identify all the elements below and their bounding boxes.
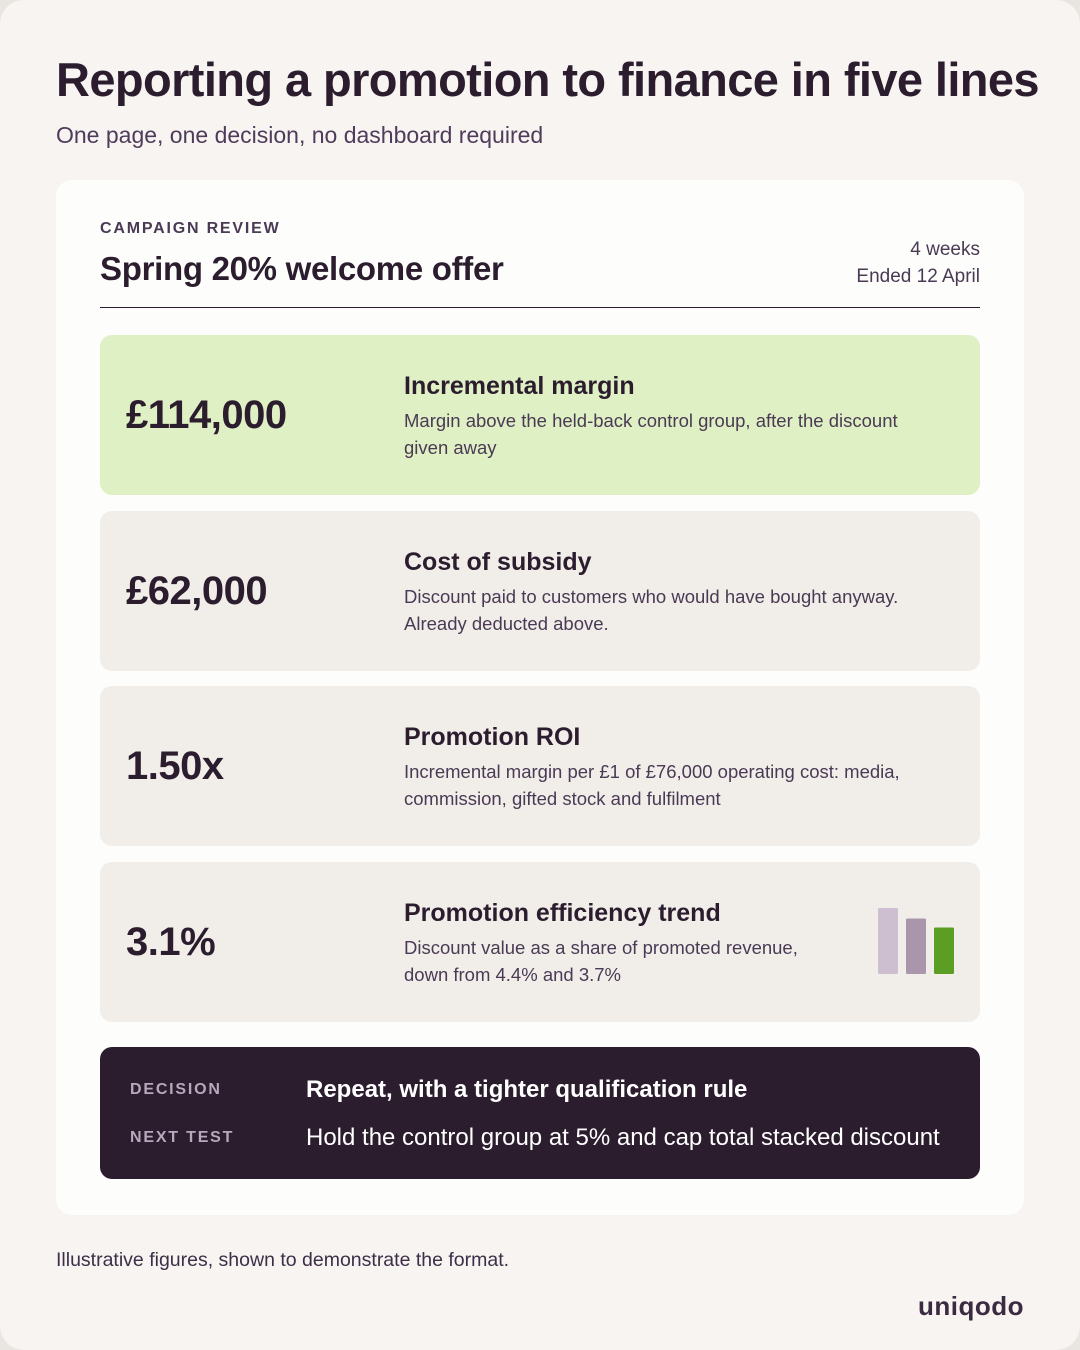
metric-description: Discount value as a share of promoted revenue, down from 4.4% and 3.7% <box>404 937 798 985</box>
metric-description: Discount paid to customers who would have bought anyway. Already deducted above. <box>404 586 899 634</box>
next-test-label: NEXT TEST <box>130 1129 235 1146</box>
metric-cost-of-subsidy <box>100 511 980 671</box>
metric-value: 1.50x <box>126 744 224 788</box>
metric-label: Promotion ROI <box>404 723 581 751</box>
page-title: Reporting a promotion to finance in five lines <box>56 53 1039 106</box>
metric-promotion-roi <box>100 686 980 846</box>
footnote: Illustrative figures, shown to demonstrate the format. <box>56 1249 510 1271</box>
metric-value: £114,000 <box>126 393 287 437</box>
decision-value: Repeat, with a tighter qualification rule <box>306 1076 748 1103</box>
trend-mini-chart <box>878 908 954 974</box>
campaign-end-date: Ended 12 April <box>856 266 980 287</box>
metric-label: Cost of subsidy <box>404 548 592 576</box>
page-subtitle: One page, one decision, no dashboard required <box>56 122 544 148</box>
metric-text <box>404 371 944 461</box>
trend-bar-2 <box>906 919 926 975</box>
metric-description: Incremental margin per £1 of £76,000 operating cost: media, commission, gifted stock and fulfilment <box>404 761 900 809</box>
metric-incremental-margin <box>100 335 980 495</box>
header-divider <box>100 307 980 308</box>
metric-text <box>404 547 944 637</box>
metric-label: Incremental margin <box>404 372 635 400</box>
brand-logo: uniqodo <box>917 1291 1024 1321</box>
next-test-value: Hold the control group at 5% and cap total stacked discount <box>306 1124 940 1151</box>
trend-bar-3 <box>934 928 954 975</box>
metric-label: Promotion efficiency trend <box>404 899 721 927</box>
decision-label: DECISION <box>130 1081 222 1098</box>
campaign-name: Spring 20% welcome offer <box>100 250 504 287</box>
campaign-duration: 4 weeks <box>910 239 980 260</box>
metric-efficiency-trend <box>100 862 980 1022</box>
decision-row <box>130 1075 950 1109</box>
metric-text <box>404 898 844 988</box>
next-test-row <box>130 1123 950 1157</box>
decision-panel <box>100 1047 980 1179</box>
campaign-period <box>856 236 980 290</box>
trend-bar-1 <box>878 908 898 974</box>
metric-value: £62,000 <box>126 569 268 613</box>
metric-text <box>404 722 944 812</box>
campaign-card <box>56 180 1024 1215</box>
metric-value: 3.1% <box>126 920 216 964</box>
card-eyebrow: CAMPAIGN REVIEW <box>100 220 281 237</box>
metric-description: Margin above the held-back control group, after the discount given away <box>404 410 898 458</box>
